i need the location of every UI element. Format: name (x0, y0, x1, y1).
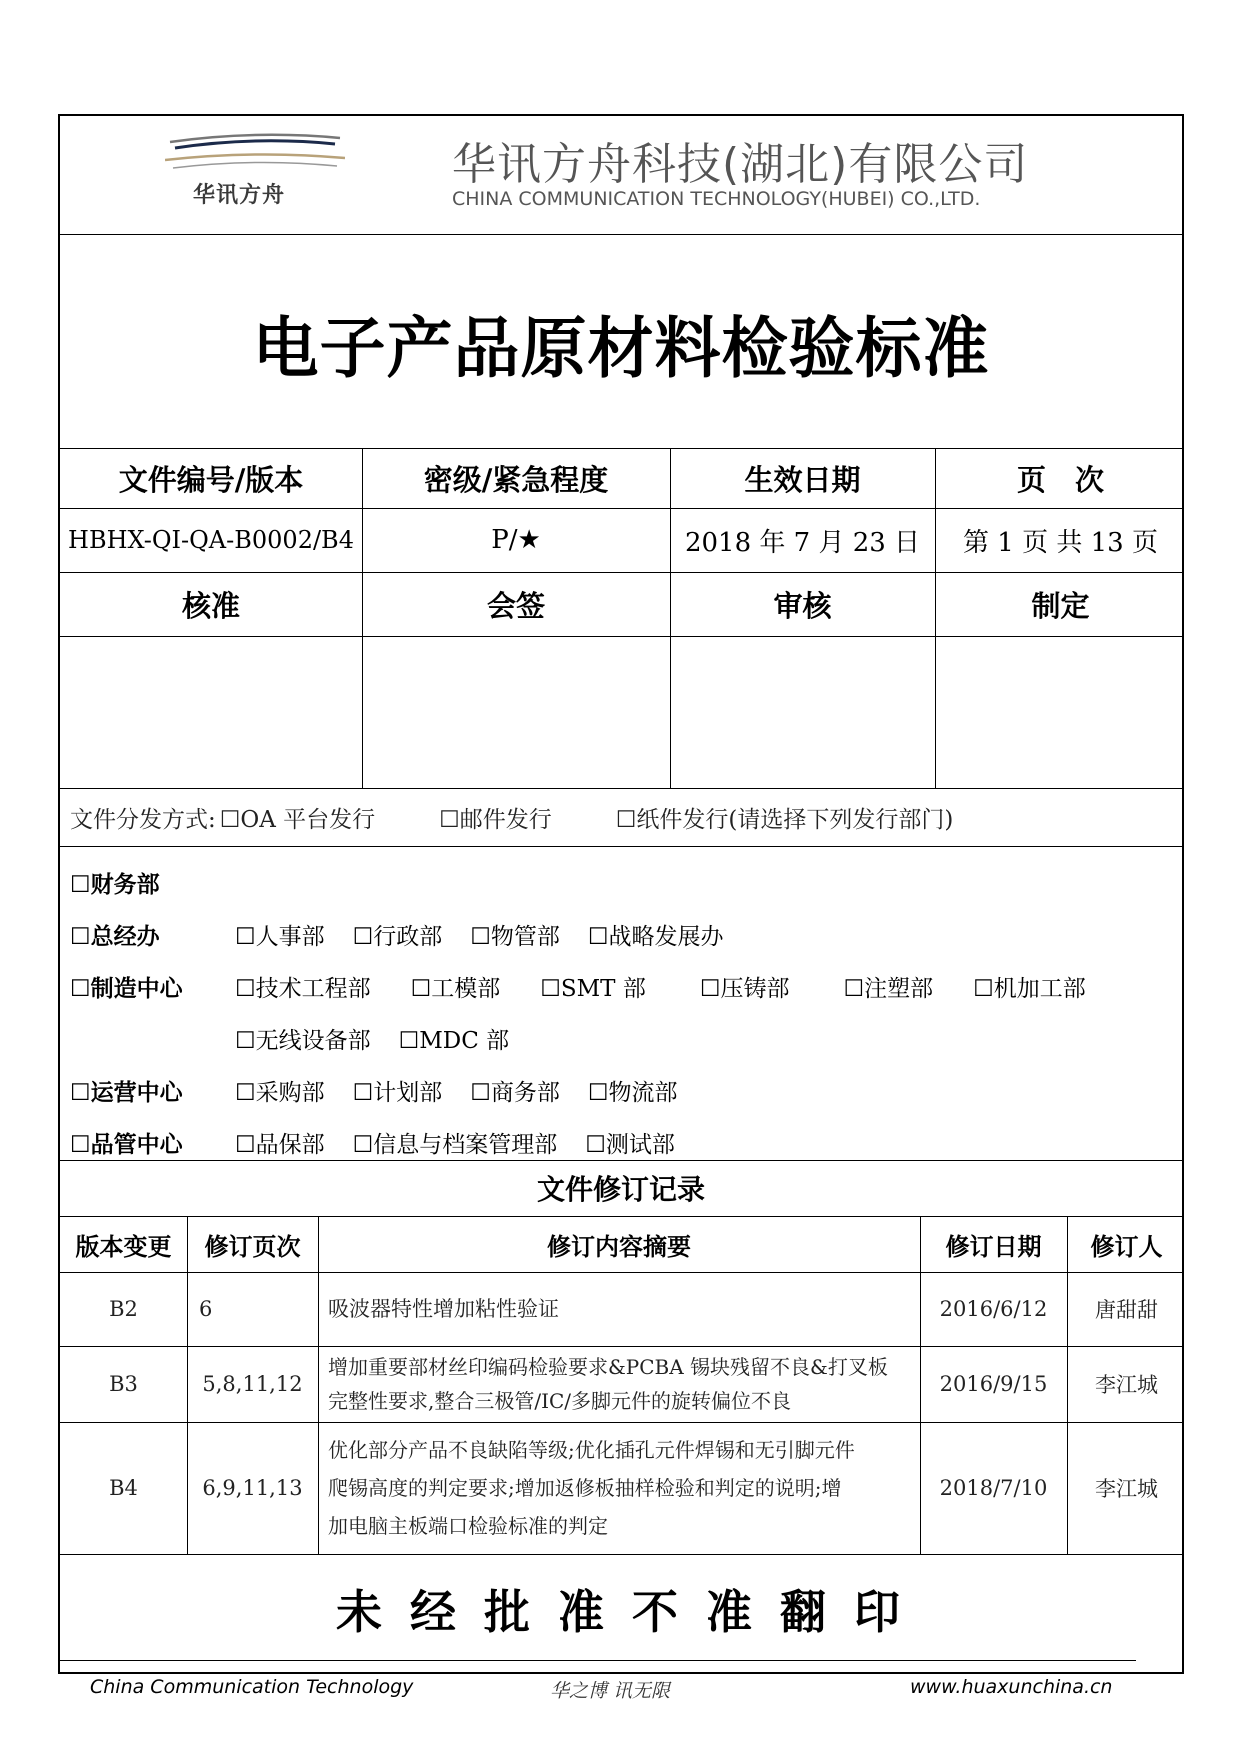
doc-number-value: HBHX-QI-QA-B0002/B4 (68, 526, 354, 554)
dept-row-general-office (70, 914, 1182, 954)
dept-row-operations (70, 1070, 1182, 1110)
company-name-cn: 华讯方舟科技(湖北)有限公司 (452, 139, 1029, 190)
footer-website: www.huaxunchina.cn (910, 1676, 1113, 1698)
distribution-method (70, 788, 953, 846)
distribution-oa-checkbox[interactable]: ☐OA 平台发行 (219, 806, 376, 833)
dept-hr-checkbox[interactable]: ☐人事部 (235, 923, 325, 950)
signature-approve (60, 636, 362, 788)
table-row-person: 唐甜甜 (1095, 1298, 1158, 1322)
dept-manufacturing-checkbox[interactable]: ☐制造中心 (70, 975, 183, 1002)
dept-logistics-checkbox[interactable]: ☐物流部 (587, 1079, 678, 1106)
signature-countersign (362, 636, 670, 788)
dept-mdc-checkbox[interactable]: ☐MDC 部 (398, 1027, 510, 1054)
security-level-value: P/★ (491, 525, 541, 555)
dept-operations-checkbox[interactable]: ☐运营中心 (70, 1079, 183, 1106)
dept-purchasing-checkbox[interactable]: ☐采购部 (235, 1079, 325, 1106)
table-row-summary (318, 1346, 920, 1422)
dept-smt-checkbox[interactable]: ☐SMT 部 (540, 975, 646, 1002)
dept-tech-eng-checkbox[interactable]: ☐技术工程部 (235, 975, 371, 1002)
dept-archive-checkbox[interactable]: ☐信息与档案管理部 (352, 1131, 558, 1158)
dept-business-checkbox[interactable]: ☐商务部 (470, 1079, 560, 1106)
table-row-pages: 5,8,11,12 (202, 1372, 303, 1396)
dept-property-checkbox[interactable]: ☐物管部 (470, 923, 560, 950)
header-effective-date: 生效日期 (744, 462, 861, 497)
dept-row-quality (70, 1122, 1182, 1162)
dept-admin-checkbox[interactable]: ☐行政部 (352, 923, 443, 950)
distribution-label: 文件分发方式: (70, 806, 216, 833)
notice-underline (60, 1660, 1136, 1661)
footer-slogan: 华之博 讯无限 (550, 1680, 671, 1702)
dept-row-manufacturing-2 (70, 1018, 1182, 1058)
summary-line: 加电脑主板端口检验标准的判定 (328, 1514, 608, 1538)
table-row-version: B3 (109, 1372, 138, 1396)
table-row-summary (318, 1272, 920, 1346)
summary-line: 优化部分产品不良缺陷等级;优化插孔元件焊锡和无引脚元件 (328, 1438, 855, 1462)
header-review: 审核 (773, 588, 832, 623)
company-name-en: CHINA COMMUNICATION TECHNOLOGY(HUBEI) CO.,LTD. (452, 188, 981, 210)
table-row-version: B4 (109, 1476, 138, 1500)
rev-header-version: 版本变更 (75, 1232, 172, 1261)
rev-header-person: 修订人 (1090, 1232, 1163, 1261)
rev-header-date: 修订日期 (945, 1232, 1042, 1261)
document-title: 电子产品原材料检验标准 (252, 309, 990, 387)
dept-row-manufacturing (70, 966, 1182, 1006)
dept-injection-checkbox[interactable]: ☐注塑部 (843, 975, 934, 1002)
header-approve: 核准 (181, 588, 240, 623)
dept-quality-checkbox[interactable]: ☐品管中心 (70, 1131, 183, 1158)
signature-review (670, 636, 935, 788)
summary-line: 增加重要部材丝印编码检验要求&PCBA 锡块残留不良&打叉板 (328, 1355, 888, 1379)
header-security-level: 密级/紧急程度 (423, 462, 609, 497)
dept-planning-checkbox[interactable]: ☐计划部 (352, 1079, 443, 1106)
dept-strategy-checkbox[interactable]: ☐战略发展办 (587, 923, 724, 950)
effective-date-value: 2018 年 7 月 23 日 (684, 527, 921, 558)
summary-line: 吸波器特性增加粘性验证 (328, 1296, 559, 1321)
table-row-person: 李江城 (1095, 1477, 1158, 1501)
header-countersign: 会签 (486, 588, 545, 623)
rev-header-pages: 修订页次 (204, 1232, 301, 1261)
header-doc-number: 文件编号/版本 (118, 462, 304, 497)
table-row-version: B2 (109, 1297, 138, 1321)
header-page: 页 次 (1016, 462, 1104, 497)
dept-tooling-checkbox[interactable]: ☐工模部 (410, 975, 501, 1002)
dept-diecast-checkbox[interactable]: ☐压铸部 (699, 975, 790, 1002)
dept-qa-checkbox[interactable]: ☐品保部 (235, 1131, 325, 1158)
dept-finance-checkbox[interactable]: ☐财务部 (70, 871, 160, 898)
page-value: 第 1 页 共 13 页 (963, 527, 1158, 558)
document-frame (58, 114, 1184, 1674)
logo-text: 华讯方舟 (193, 183, 286, 208)
table-row-date: 2016/6/12 (939, 1297, 1048, 1321)
dept-row-finance (70, 862, 1182, 902)
dept-machining-checkbox[interactable]: ☐机加工部 (973, 975, 1086, 1002)
summary-line: 爬锡高度的判定要求;增加返修板抽样检验和判定的说明;增 (328, 1476, 842, 1500)
revision-title: 文件修订记录 (536, 1173, 705, 1206)
rev-header-summary: 修订内容摘要 (547, 1232, 691, 1261)
signature-prepare (935, 636, 1186, 788)
dept-wireless-checkbox[interactable]: ☐无线设备部 (235, 1027, 371, 1054)
distribution-paper-checkbox[interactable]: ☐纸件发行(请选择下列发行部门) (615, 806, 954, 833)
table-row-summary (318, 1422, 920, 1554)
table-row-date: 2018/7/10 (939, 1476, 1048, 1500)
footer-company: China Communication Technology (90, 1676, 414, 1698)
dept-general-office-checkbox[interactable]: ☐总经办 (70, 923, 160, 950)
no-reprint-notice: 未 经 批 准 不 准 翻 印 (335, 1585, 907, 1639)
table-row-date: 2016/9/15 (939, 1372, 1048, 1396)
summary-line: 完整性要求,整合三极管/IC/多脚元件的旋转偏位不良 (328, 1389, 792, 1413)
distribution-email-checkbox[interactable]: ☐邮件发行 (439, 806, 552, 833)
dept-test-checkbox[interactable]: ☐测试部 (585, 1131, 675, 1158)
table-row-person: 李江城 (1095, 1373, 1158, 1397)
header-prepare: 制定 (1031, 588, 1090, 623)
table-row-pages: 6,9,11,13 (202, 1476, 303, 1500)
table-row-pages: 6 (199, 1297, 213, 1321)
